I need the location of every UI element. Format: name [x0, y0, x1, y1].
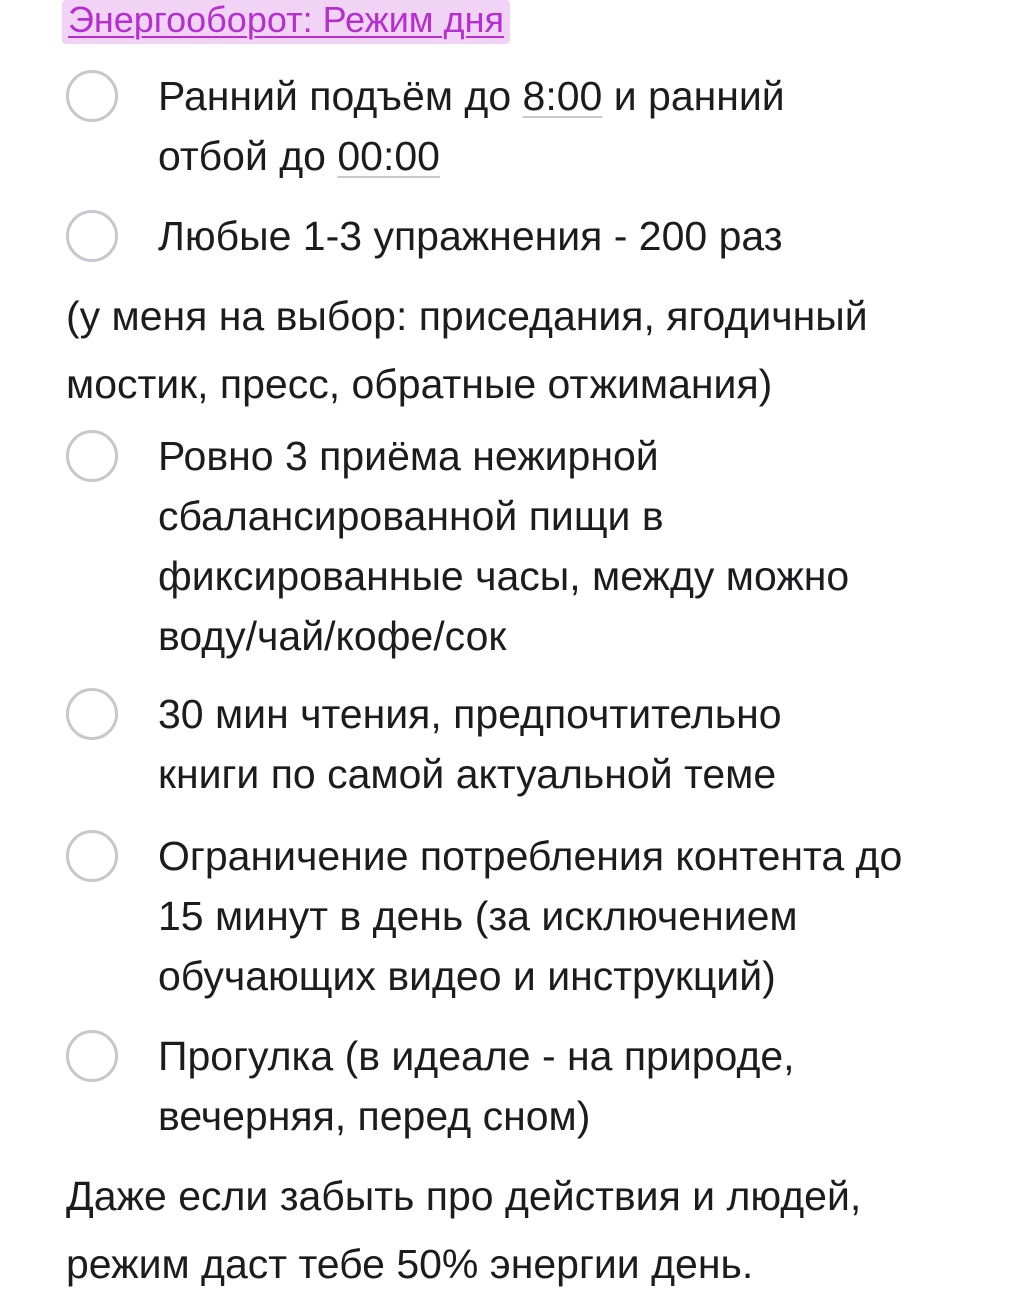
sleep-time[interactable]: 00:00: [337, 133, 440, 179]
checklist-item-reading: [66, 684, 984, 804]
wake-time[interactable]: 8:00: [522, 73, 603, 119]
checkbox-circle-icon[interactable]: [66, 210, 118, 262]
checklist-item-exercises: [66, 206, 984, 266]
checklist-item-text: Любые 1-3 упражнения - 200 раз: [158, 213, 783, 259]
checkbox-circle-icon[interactable]: [66, 1030, 118, 1082]
exercise-note: (у меня на выбор: приседания, ягодичный мостик, пресс, обратные отжимания): [66, 293, 868, 407]
checkbox-circle-icon[interactable]: [66, 70, 118, 122]
checkbox-circle-icon[interactable]: [66, 830, 118, 882]
checklist-item-wake-sleep: [66, 66, 984, 186]
checkbox-circle-icon[interactable]: [66, 688, 118, 740]
checklist-item-text: Прогулка (в идеале - на природе, вечерняя, перед сном): [158, 1033, 795, 1139]
checklist-item-meals: [66, 426, 984, 666]
checklist-item-text: Ровно 3 приёма нежирной сбалансированной пищи в фиксированные часы, между можно воду/чай/кофе/сок: [158, 433, 850, 659]
checklist-item-text: Ограничение потребления контента до 15 минут в день (за исключением обучающих видео и инструкций): [158, 833, 903, 999]
note-title: Энергооборот: Режим дня: [62, 0, 510, 44]
footer-note: Даже если забыть про действия и людей, режим даст тебе 50% энергии день.: [66, 1173, 862, 1287]
checklist-item-text: Ранний подъём до 8:00 и ранний отбой до 00:00: [158, 73, 785, 179]
checkbox-circle-icon[interactable]: [66, 430, 118, 482]
checklist-item-content-limit: [66, 826, 984, 1006]
checklist-item-text: 30 мин чтения, предпочтительно книги по самой актуальной теме: [158, 691, 782, 797]
checklist-item-walk: [66, 1026, 984, 1146]
